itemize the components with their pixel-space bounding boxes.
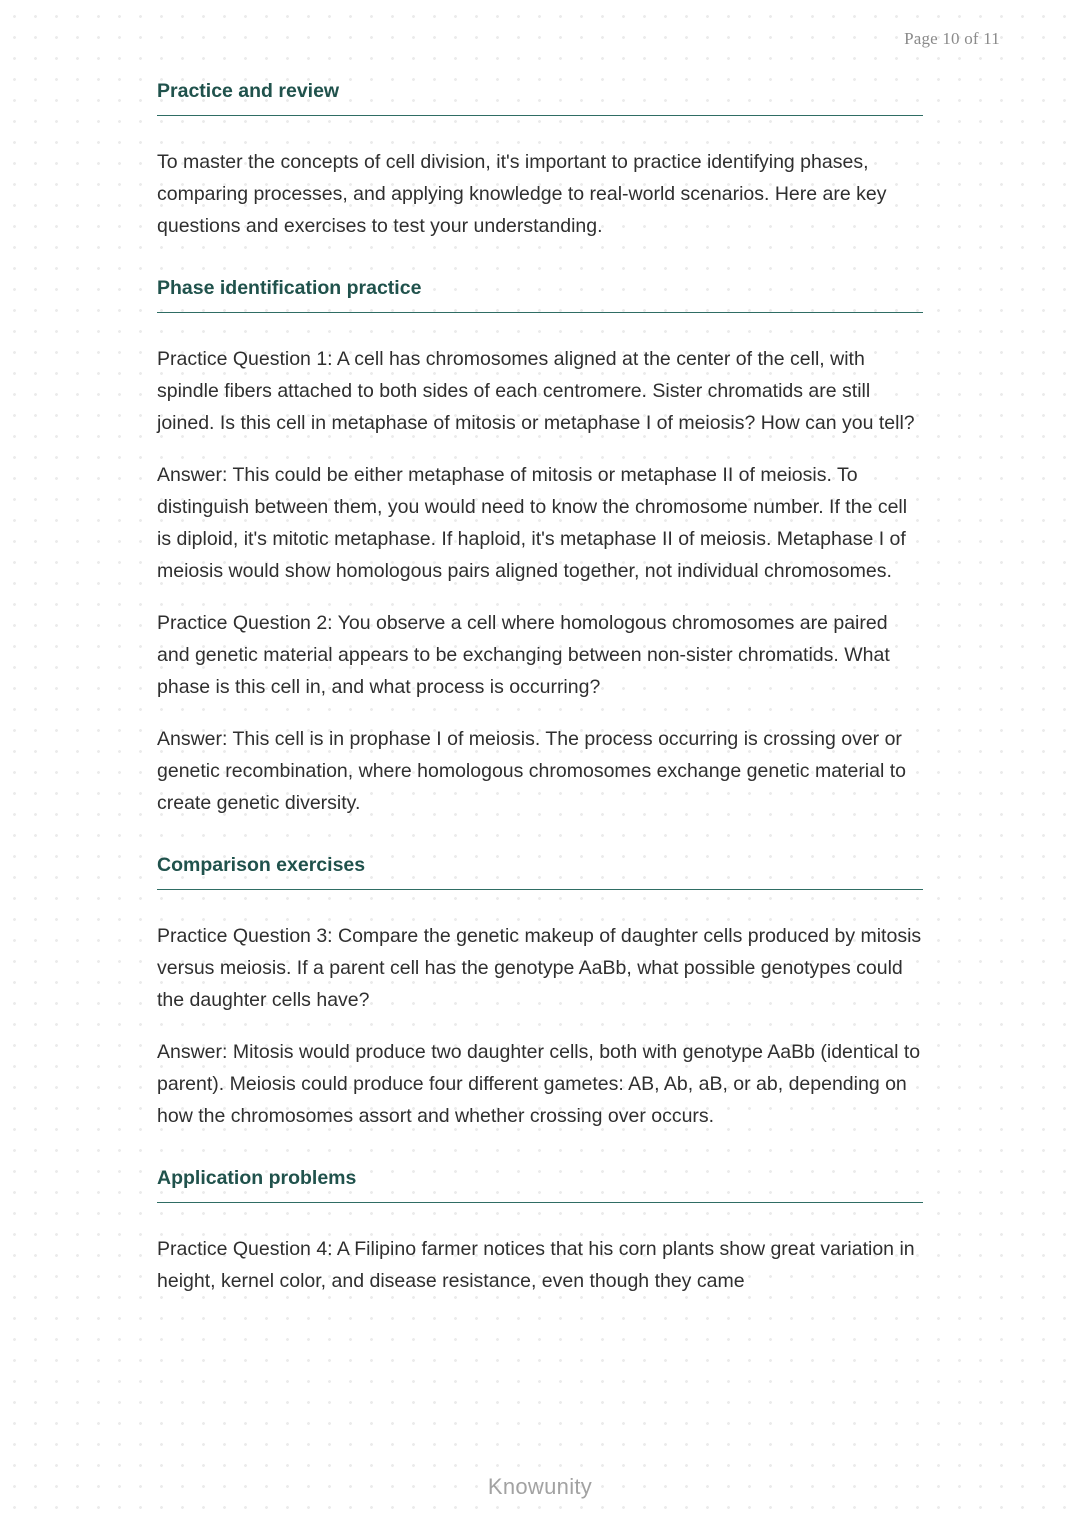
answer-3: Answer: Mitosis would produce two daughter cells, both with genotype AaBb (identical to parent). Meiosis could produce four different gametes: AB, Ab, aB, or ab, depending on how the chromosomes assort and whether crossing over occurs.: [157, 1041, 921, 1127]
section-application-problems: [157, 1166, 923, 1297]
section-heading: Practice and review: [157, 79, 923, 116]
section-heading: Comparison exercises: [157, 853, 923, 890]
practice-question-3: Practice Question 3: Compare the genetic makeup of daughter cells produced by mitosis versus meiosis. If a parent cell has the genotype AaBb, what possible genotypes could the daughter cells have?: [157, 925, 922, 1011]
practice-question-1: Practice Question 1: A cell has chromosomes aligned at the center of the cell, with spindle fibers attached to both sides of each centromere. Sister chromatids are still joined. Is this cell in metaphase of mitosis or metaphase I of meiosis? How can you tell?: [157, 348, 915, 434]
section-comparison-exercises: [157, 853, 923, 1132]
intro-paragraph: To master the concepts of cell division, it's important to practice identifying phases, comparing processes, and applying knowledge to real-world scenarios. Here are key questions and exercises to test your understanding.: [157, 151, 887, 237]
section-heading: Application problems: [157, 1166, 923, 1203]
answer-2: Answer: This cell is in prophase I of meiosis. The process occurring is crossing over or genetic recombination, where homologous chromosomes exchange genetic material to create genetic diversity.: [157, 728, 906, 814]
document-content: [157, 79, 923, 1297]
section-practice-and-review: [157, 79, 923, 242]
section-phase-identification: [157, 276, 923, 819]
answer-1: Answer: This could be either metaphase of mitosis or metaphase II of meiosis. To distinguish between them, you would need to know the chromosome number. If the cell is diploid, it's mitotic metaphase. If haploid, it's metaphase II of meiosis. Metaphase I of meiosis would show homologous pairs aligned together, not individual chromosomes.: [157, 464, 908, 582]
footer-brand: Knowunity: [487, 1474, 593, 1499]
practice-question-4: Practice Question 4: A Filipino farmer notices that his corn plants show great variation in height, kernel color, and disease resistance, even though they came: [157, 1238, 915, 1292]
practice-question-2: Practice Question 2: You observe a cell where homologous chromosomes are paired and genetic material appears to be exchanging between non-sister chromatids. What phase is this cell in, and what process is occurring?: [157, 612, 890, 698]
page-number: Page 10 of 11: [904, 29, 1000, 48]
section-heading: Phase identification practice: [157, 276, 923, 313]
